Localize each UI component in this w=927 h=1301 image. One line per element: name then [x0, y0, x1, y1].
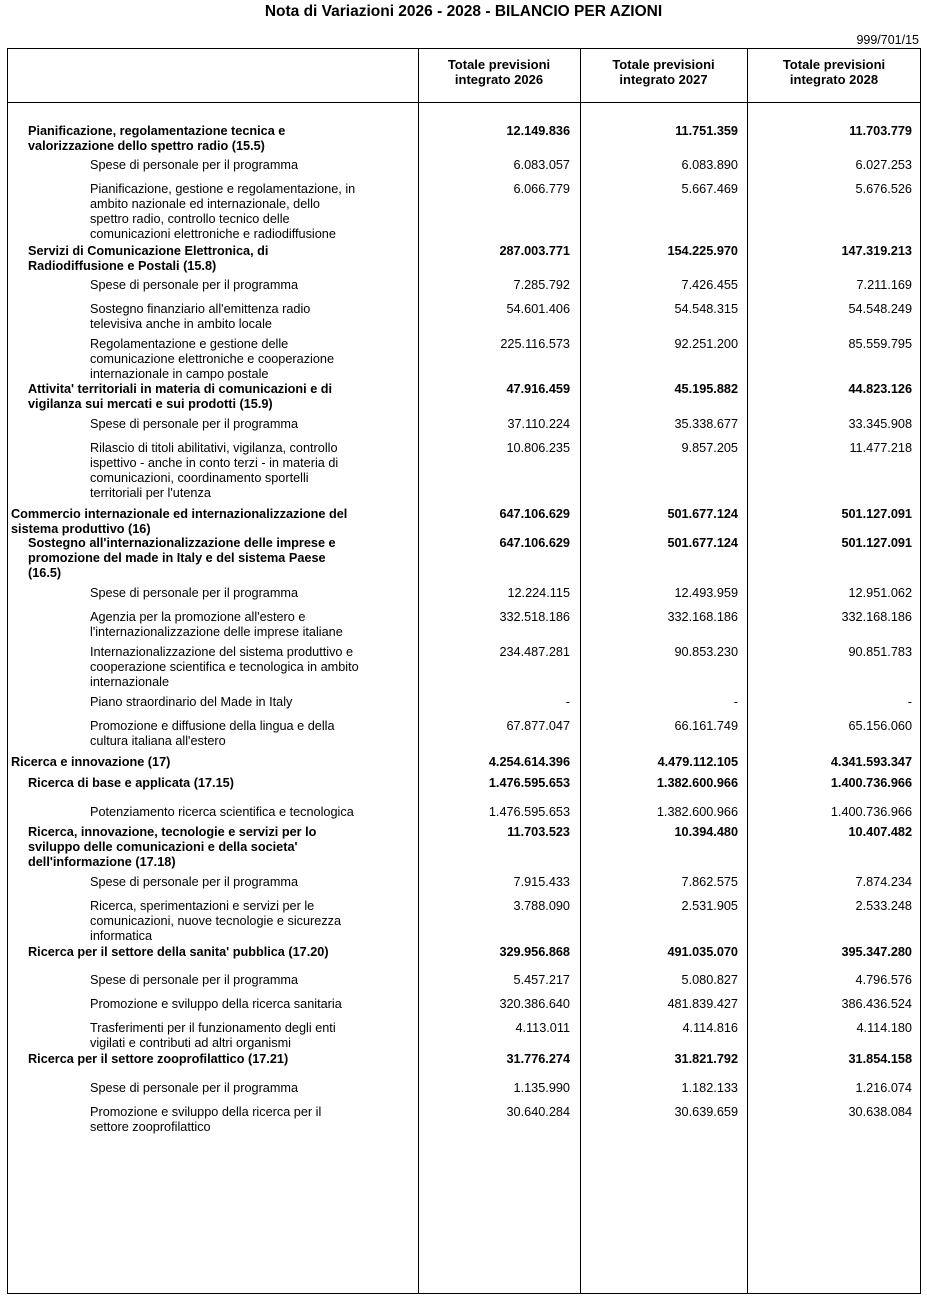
row-label: Ricerca e innovazione (17): [11, 755, 171, 769]
row-value-2027: 35.338.677: [674, 417, 738, 431]
row-value-2027: 5.080.827: [681, 973, 738, 987]
row-value-2028: 90.851.783: [848, 645, 912, 659]
row-value-2028: 65.156.060: [848, 719, 912, 733]
row-value-2027: -: [733, 695, 738, 709]
row-value-2026: 647.106.629: [499, 507, 570, 521]
row-value-2026: 320.386.640: [499, 997, 570, 1011]
row-value-2027: 12.493.959: [674, 586, 738, 600]
row-value-2027: 501.677.124: [667, 507, 738, 521]
row-value-2026: 7.285.792: [513, 278, 570, 292]
row-value-2026: 5.457.217: [513, 973, 570, 987]
row-value-2028: 44.823.126: [848, 382, 912, 396]
row-value-2026: 54.601.406: [506, 302, 570, 316]
row-value-2028: 12.951.062: [848, 586, 912, 600]
row-value-2026: 225.116.573: [500, 337, 570, 351]
row-value-2028: 2.533.248: [855, 899, 912, 913]
row-value-2027: 501.677.124: [667, 536, 738, 550]
row-value-2027: 332.168.186: [667, 610, 738, 624]
row-value-2026: 6.066.779: [513, 182, 570, 196]
row-label: Sostegno finanziario all'emittenza radio televisiva anche in ambito locale: [90, 302, 311, 331]
page-title: Nota di Variazioni 2026 - 2028 - BILANCIO PER AZIONI: [264, 3, 663, 20]
row-value-2027: 11.751.359: [675, 124, 738, 138]
row-label: Servizi di Comunicazione Elettronica, di Radiodiffusione e Postali (15.8): [28, 244, 269, 273]
row-value-2026: 10.806.235: [506, 441, 570, 455]
row-value-2026: 7.915.433: [513, 875, 570, 889]
row-value-2027: 6.083.890: [681, 158, 738, 172]
row-label: Spese di personale per il programma: [90, 875, 299, 889]
row-label: Rilascio di titoli abilitativi, vigilanza, controllo ispettivo - anche in conto terzi - in materia di comunicazioni, coordinamento sportelli territoriali per l'utenza: [90, 441, 339, 500]
row-value-2027: 1.382.600.966: [656, 805, 738, 819]
row-label: Commercio internazionale ed internazionalizzazione del sistema produttivo (16): [11, 507, 348, 536]
row-value-2026: -: [565, 695, 570, 709]
row-value-2026: 3.788.090: [513, 899, 570, 913]
row-value-2026: 12.149.836: [506, 124, 570, 138]
row-value-2028: 11.477.218: [849, 441, 912, 455]
row-label: Promozione e sviluppo della ricerca sanitaria: [90, 997, 342, 1011]
row-value-2027: 1.382.600.966: [656, 776, 738, 790]
row-label: Spese di personale per il programma: [90, 973, 299, 987]
row-value-2026: 287.003.771: [499, 244, 570, 258]
column-divider: [580, 48, 581, 1294]
row-value-2026: 30.640.284: [506, 1105, 570, 1119]
row-label: Spese di personale per il programma: [90, 586, 299, 600]
row-value-2027: 66.161.749: [674, 719, 738, 733]
row-value-2027: 154.225.970: [667, 244, 738, 258]
row-value-2028: 7.874.234: [855, 875, 912, 889]
row-value-2028: 33.345.908: [848, 417, 912, 431]
row-value-2026: 11.703.523: [507, 825, 570, 839]
row-value-2028: -: [907, 695, 912, 709]
row-value-2027: 31.821.792: [674, 1052, 738, 1066]
row-value-2026: 4.254.614.396: [488, 755, 570, 769]
row-value-2026: 1.476.595.653: [488, 776, 570, 790]
row-label: Spese di personale per il programma: [90, 417, 299, 431]
row-value-2028: 10.407.482: [848, 825, 912, 839]
row-value-2028: 4.796.576: [855, 973, 912, 987]
row-value-2028: 5.676.526: [855, 182, 912, 196]
row-value-2027: 491.035.070: [667, 945, 738, 959]
row-value-2028: 6.027.253: [855, 158, 912, 172]
column-divider: [747, 48, 748, 1294]
column-header-2026: Totale previsioni integrato 2026: [447, 57, 551, 87]
row-value-2026: 37.110.224: [507, 417, 570, 431]
row-value-2026: 6.083.057: [513, 158, 570, 172]
row-value-2028: 395.347.280: [841, 945, 912, 959]
row-label: Pianificazione, regolamentazione tecnica e valorizzazione dello spettro radio (15.5): [28, 124, 286, 153]
document-code: 999/701/15: [856, 33, 919, 47]
row-value-2028: 85.559.795: [848, 337, 912, 351]
row-value-2027: 1.182.133: [681, 1081, 738, 1095]
row-label: Spese di personale per il programma: [90, 278, 299, 292]
row-label: Potenziamento ricerca scientifica e tecnologica: [90, 805, 354, 819]
row-label: Trasferimenti per il funzionamento degli enti vigilati e contributi ad altri organismi: [90, 1021, 336, 1050]
row-value-2027: 7.862.575: [681, 875, 738, 889]
row-label: Pianificazione, gestione e regolamentazione, in ambito nazionale ed internazionale, dello spettro radio, controllo tecnico delle comunicazioni elettroniche e radiodiffusione: [90, 182, 356, 241]
row-value-2027: 30.639.659: [674, 1105, 738, 1119]
row-value-2028: 31.854.158: [848, 1052, 912, 1066]
column-divider: [418, 48, 419, 1294]
row-value-2027: 54.548.315: [674, 302, 738, 316]
header-divider: [7, 102, 921, 103]
row-value-2027: 9.857.205: [681, 441, 738, 455]
column-header-2027: Totale previsioni integrato 2027: [612, 57, 715, 87]
row-value-2028: 147.319.213: [841, 244, 912, 258]
row-value-2026: 234.487.281: [499, 645, 570, 659]
row-value-2028: 501.127.091: [841, 536, 912, 550]
row-label: Regolamentazione e gestione delle comunicazione elettroniche e cooperazione internazionale in campo postale: [90, 337, 335, 381]
row-label: Internazionalizzazione del sistema produttivo e cooperazione scientifica e tecnologica in ambito internazionale: [90, 645, 359, 689]
row-label: Ricerca per il settore zooprofilattico (17.21): [28, 1052, 289, 1066]
column-header-2028: Totale previsioni integrato 2028: [782, 57, 886, 87]
row-value-2027: 10.394.480: [674, 825, 738, 839]
row-value-2028: 11.703.779: [849, 124, 912, 138]
row-value-2026: 67.877.047: [506, 719, 570, 733]
row-label: Spese di personale per il programma: [90, 1081, 299, 1095]
row-value-2028: 501.127.091: [841, 507, 912, 521]
row-label: Spese di personale per il programma: [90, 158, 299, 172]
row-label: Agenzia per la promozione all'estero e l'internazionalizzazione delle imprese italiane: [90, 610, 343, 639]
row-label: Sostegno all'internazionalizzazione delle imprese e promozione del made in Italy e del sistema Paese (16.5): [28, 536, 336, 580]
row-value-2028: 30.638.084: [848, 1105, 912, 1119]
row-value-2026: 1.476.595.653: [488, 805, 570, 819]
row-label: Ricerca di base e applicata (17.15): [28, 776, 234, 790]
row-value-2027: 7.426.455: [681, 278, 738, 292]
row-value-2026: 47.916.459: [506, 382, 570, 396]
row-label: Ricerca per il settore della sanita' pubblica (17.20): [28, 945, 329, 959]
row-value-2026: 647.106.629: [499, 536, 570, 550]
row-value-2028: 386.436.524: [841, 997, 912, 1011]
row-value-2027: 4.479.112.105: [657, 755, 738, 769]
row-value-2028: 1.400.736.966: [830, 776, 912, 790]
row-label: Promozione e diffusione della lingua e della cultura italiana all'estero: [90, 719, 335, 748]
row-value-2027: 5.667.469: [681, 182, 738, 196]
row-value-2027: 2.531.905: [681, 899, 738, 913]
row-label: Ricerca, sperimentazioni e servizi per le comunicazioni, nuove tecnologie e sicurezza informatica: [90, 899, 342, 943]
row-value-2028: 4.341.593.347: [830, 755, 912, 769]
row-value-2028: 1.400.736.966: [830, 805, 912, 819]
row-value-2027: 4.114.816: [682, 1021, 738, 1035]
row-value-2028: 332.168.186: [841, 610, 912, 624]
row-value-2026: 1.135.990: [513, 1081, 570, 1095]
row-label: Attivita' territoriali in materia di comunicazioni e di vigilanza sui mercati e sui prodotti (15.9): [28, 382, 333, 411]
row-value-2026: 4.113.011: [515, 1021, 570, 1035]
row-value-2027: 92.251.200: [674, 337, 738, 351]
row-value-2028: 1.216.074: [855, 1081, 912, 1095]
row-value-2026: 12.224.115: [507, 586, 570, 600]
row-value-2027: 45.195.882: [674, 382, 738, 396]
row-value-2026: 31.776.274: [506, 1052, 570, 1066]
row-value-2028: 54.548.249: [848, 302, 912, 316]
row-label: Promozione e sviluppo della ricerca per il settore zooprofilattico: [90, 1105, 322, 1134]
row-value-2026: 332.518.186: [499, 610, 570, 624]
row-value-2027: 90.853.230: [674, 645, 738, 659]
row-label: Piano straordinario del Made in Italy: [90, 695, 293, 709]
row-label: Ricerca, innovazione, tecnologie e servizi per lo sviluppo delle comunicazioni e della societa' dell'informazione (17.18): [28, 825, 317, 869]
row-value-2028: 4.114.180: [856, 1021, 912, 1035]
row-value-2027: 481.839.427: [667, 997, 738, 1011]
row-value-2026: 329.956.868: [499, 945, 570, 959]
row-value-2028: 7.211.169: [856, 278, 912, 292]
